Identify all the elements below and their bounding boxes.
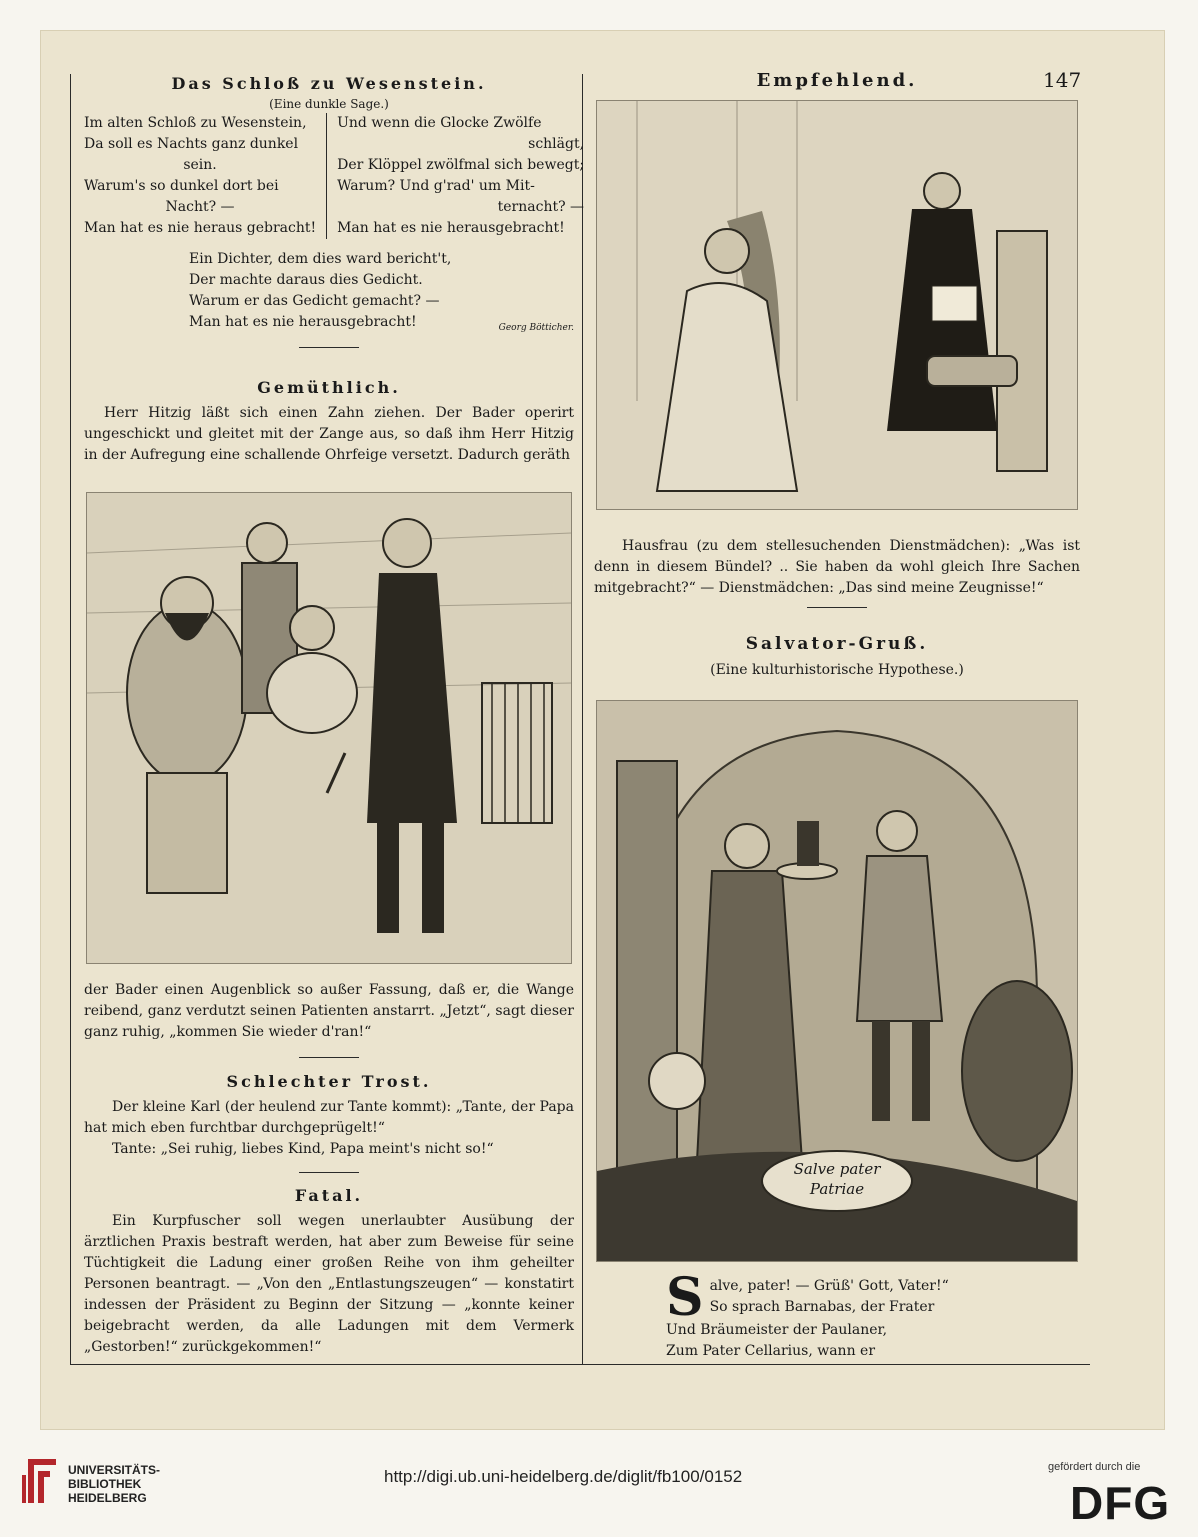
verse-line: Nacht? — xyxy=(165,199,235,215)
university-name xyxy=(68,1463,160,1505)
verse-line: Und wenn die Glocke Zwölfe xyxy=(337,115,542,131)
story-text: der Bader einen Augenblick so außer Fassung, daß er, die Wange reibend, ganz verdutzt seinen Patienten anstarrt. „Jetzt“, sagt dieser ganz ruhig, „kommen Sie wieder d'ran!“ xyxy=(84,982,574,1040)
verse-line: Der Klöppel zwölfmal sich bewegt; xyxy=(337,157,585,173)
story-title: Fatal. xyxy=(294,1186,364,1205)
section-divider xyxy=(299,1057,359,1058)
dfg-logo: DFG xyxy=(1070,1477,1171,1529)
verse-line: Man hat es nie heraus gebracht! xyxy=(84,220,317,236)
permalink-url[interactable]: http://digi.ub.uni-heidelberg.de/diglit/fb100/0152 xyxy=(384,1467,743,1486)
cartouche-text: Salve pater xyxy=(793,1160,881,1178)
university-name-line: UNIVERSITÄTS- xyxy=(68,1463,161,1477)
university-name-line: BIBLIOTHEK xyxy=(68,1477,142,1491)
funding-label: gefördert durch die xyxy=(1048,1461,1141,1473)
poem-title: Das Schloß zu Wesenstein. xyxy=(171,74,487,93)
poem-title: Salvator-Gruß. xyxy=(745,634,929,654)
verse-line: Warum? Und g'rad' um Mit- xyxy=(337,178,535,194)
verse-line: So sprach Barnabas, der Frater xyxy=(709,1299,935,1315)
verse-line: Warum's so dunkel dort bei xyxy=(84,178,279,194)
illustration-barber-scene xyxy=(86,492,572,964)
story-empfehlend xyxy=(594,70,1080,91)
story-text: Hausfrau (zu dem stellesuchenden Dienstmädchen): „Was ist denn in diesem Bündel? .. Sie haben da wohl gleich Ihre Sachen mitgebracht?“ — Dienstmädchen: „Das sind meine Zeugnisse!“ xyxy=(594,538,1080,596)
story-title: Empfehlend. xyxy=(756,70,918,91)
left-border-rule xyxy=(70,74,71,1364)
drop-cap: S xyxy=(666,1267,704,1328)
verse-line: Man hat es nie herausgebracht! xyxy=(189,314,417,330)
verse-line: Warum er das Gedicht gemacht? — xyxy=(189,293,440,309)
story-gemuethlich-continued xyxy=(84,980,574,1058)
story-fatal xyxy=(84,1186,574,1358)
story-text: Der kleine Karl (der heulend zur Tante kommt): „Tante, der Papa hat mich eben furchtbar durchgeprügelt!“ xyxy=(84,1099,574,1136)
verse-line: Da soll es Nachts ganz dunkel xyxy=(84,136,299,152)
story-schlechter-trost xyxy=(84,1072,574,1173)
verse-line: Der machte daraus dies Gedicht. xyxy=(189,272,423,288)
verse-line: sein. xyxy=(183,157,217,173)
story-empfehlend-text xyxy=(594,536,1080,608)
illustration-maid-drawing xyxy=(597,101,1077,509)
illustration-salvator-greeting xyxy=(596,700,1078,1262)
poem-author: Georg Bötticher. xyxy=(498,323,574,333)
verse-line: Und Bräumeister der Paulaner, xyxy=(666,1322,888,1338)
verse-line: Zum Pater Cellarius, wann er xyxy=(666,1343,876,1359)
poem-subtitle: (Eine dunkle Sage.) xyxy=(269,97,389,111)
section-divider xyxy=(299,347,359,348)
poem-schloss xyxy=(84,74,585,348)
story-text: Herr Hitzig läßt sich einen Zahn ziehen. Der Bader operirt ungeschickt und gleitet mit der Zange aus, so daß ihm Herr Hitzig in der Aufregung eine schallende Ohrfeige versetzt. Dadurch geräth xyxy=(84,405,574,463)
university-logo xyxy=(18,1455,64,1511)
cartouche-text: Patriae xyxy=(809,1180,865,1198)
story-gemuethlich xyxy=(84,378,574,466)
bottom-border-rule xyxy=(70,1364,1090,1365)
verse-line: Im alten Schloß zu Wesenstein, xyxy=(84,115,307,131)
verse-line: ternacht? — xyxy=(497,199,585,215)
story-text: Tante: „Sei ruhig, liebes Kind, Papa meint's nicht so!“ xyxy=(112,1141,494,1157)
poem-salvator xyxy=(594,634,1080,681)
stanza-right xyxy=(327,113,584,239)
illustration-maid-scene xyxy=(596,100,1078,510)
footer-bar xyxy=(0,1437,1198,1537)
verse-line: schlägt, xyxy=(528,136,585,152)
section-divider xyxy=(807,607,867,608)
university-logo-icon xyxy=(18,1455,64,1507)
university-name-line: HEIDELBERG xyxy=(68,1491,147,1505)
story-text: Ein Kurpfuscher soll wegen unerlaubter Ausübung der ärztlichen Praxis bestraft werden, hat aber zum Beweise für seine Tüchtigkeit die Ladung einer großen Reihe von ihm geheilter Personen beantragt. — „Von den „Entlastungszeugen“ — konstatirt indessen der Präsident zu Beginn der Sitzung — „konnte keiner beigebracht werden, da alle Ladungen mit dem Vermerk „Gestorben!“ zurückgekommen!“ xyxy=(84,1213,574,1355)
stanza-final xyxy=(84,249,574,333)
story-title: Gemüthlich. xyxy=(257,378,401,397)
verse-line: Ein Dichter, dem dies ward bericht't, xyxy=(189,251,452,267)
page-number: 147 xyxy=(1043,68,1082,92)
section-divider xyxy=(299,1172,359,1173)
illustration-barber-drawing xyxy=(87,493,571,963)
column-rule xyxy=(582,74,583,1364)
story-title: Schlechter Trost. xyxy=(226,1072,432,1091)
stanza-left xyxy=(84,113,327,239)
poem-salvator-verse xyxy=(666,1267,1066,1362)
poem-subtitle: (Eine kulturhistorische Hypothese.) xyxy=(710,662,964,678)
verse-text: alve, pater! — Grüß' Gott, Vater!“ xyxy=(709,1278,949,1294)
illustration-salvator-drawing xyxy=(597,701,1077,1261)
verse-line: Man hat es nie herausgebracht! xyxy=(337,220,565,236)
